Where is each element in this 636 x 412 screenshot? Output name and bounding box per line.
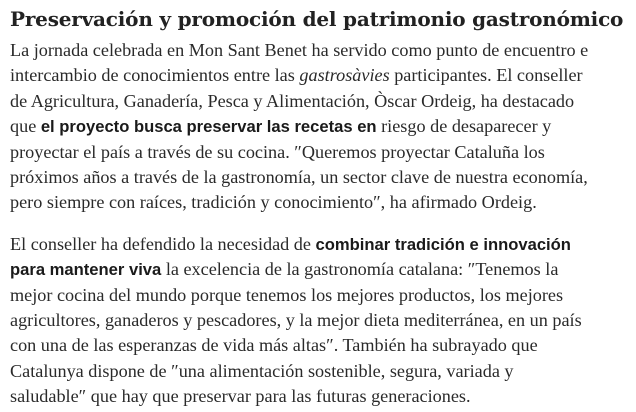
text: participantes. El conseller	[389, 65, 583, 86]
paragraph-2	[10, 232, 626, 410]
text: con una de las esperanzas de vida más altas″. También ha subrayado que	[10, 335, 538, 356]
text: Catalunya dispone de ″una alimentación sostenible, segura, variada y	[10, 360, 514, 381]
text: saludable″ que hay que preservar para las futuras generaciones.	[10, 386, 471, 407]
paragraph-1-line-1	[10, 38, 626, 63]
paragraph-2-line-6	[10, 359, 626, 384]
paragraph-2-line-5	[10, 333, 626, 358]
text: próximos años a través de la gastronomía, un sector clave de nuestra economía,	[10, 167, 588, 188]
paragraph-1-line-2	[10, 63, 626, 88]
text: intercambio de conocimientos entre las	[10, 65, 300, 86]
paragraph-1-line-3	[10, 89, 626, 114]
paragraph-1-line-7	[10, 190, 626, 215]
paragraph-2-line-2	[10, 257, 626, 282]
text: El conseller ha defendido la necesidad de	[10, 233, 316, 254]
paragraph-1	[10, 38, 626, 216]
text: pero siempre con raíces, tradición y conocimiento″, ha afirmado Ordeig.	[10, 192, 537, 213]
paragraph-2-line-1	[10, 232, 626, 257]
paragraph-1-line-5	[10, 140, 626, 165]
paragraph-2-line-7	[10, 384, 626, 409]
text: riesgo de desaparecer y	[376, 116, 552, 137]
italic-term: gastrosàvies	[299, 65, 390, 86]
paragraph-1-line-4	[10, 114, 626, 139]
highlight-text: el proyecto busca preservar las recetas en	[40, 117, 377, 137]
text: proyectar el país a través de su cocina. ″Queremos proyectar Cataluña los	[10, 141, 545, 162]
paragraph-2-line-4	[10, 308, 626, 333]
text: de Agricultura, Ganadería, Pesca y Alimentación, Òscar Ordeig, ha destacado	[10, 90, 575, 111]
highlight-text: combinar tradición e innovación	[315, 234, 571, 254]
paragraph-1-line-6	[10, 165, 626, 190]
highlight-text: para mantener viva	[10, 260, 162, 280]
text: agricultores, ganaderos y pescadores, y la mejor dieta mediterránea, en un país	[10, 310, 582, 331]
paragraph-2-line-3	[10, 283, 626, 308]
text: La jornada celebrada en Mon Sant Benet ha servido como punto de encuentro e	[10, 40, 589, 60]
text: la excelencia de la gastronomía catalana: ″Tenemos la	[161, 259, 559, 280]
section-heading: Preservación y promoción del patrimonio gastronómico	[10, 7, 624, 31]
text: que	[10, 116, 41, 137]
text: mejor cocina del mundo porque tenemos los mejores productos, los mejores	[10, 284, 564, 305]
